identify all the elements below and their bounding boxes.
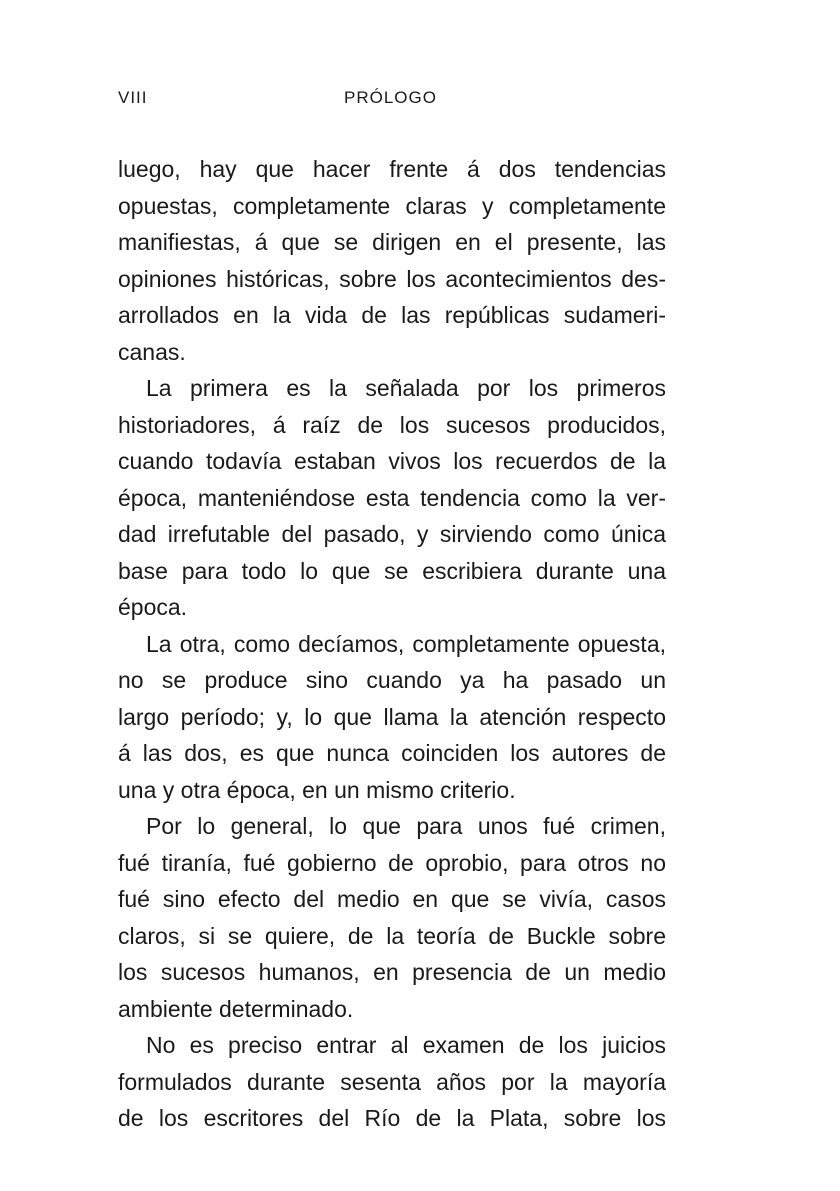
text-line: canas.	[118, 338, 186, 365]
running-title: PRÓLOGO	[344, 88, 437, 107]
text-line: manifiestas, á que se dirigen en el presente, las	[118, 229, 666, 255]
paragraph-first-line: No es preciso entrar al examen de los juicios	[146, 1032, 666, 1058]
running-head	[118, 88, 666, 116]
text-line: fué sino efecto del medio en que se vivía, casos	[118, 886, 666, 912]
body-text	[118, 151, 666, 1137]
text-line: luego, hay que hacer frente á dos tendencias	[118, 156, 666, 182]
text-line: historiadores, á raíz de los sucesos producidos,	[118, 411, 666, 438]
text-line: los sucesos humanos, en presencia de un medio	[118, 959, 666, 985]
paragraph-first-line: Por lo general, lo que para unos fué crimen,	[146, 813, 666, 839]
paragraph-first-line: La otra, como decíamos, completamente opuesta,	[146, 630, 666, 657]
text-line: formulados durante sesenta años por la mayoría	[118, 1068, 666, 1095]
text-line: opiniones históricas, sobre los acontecimientos des-	[118, 265, 666, 292]
text-line: fué tiranía, fué gobierno de oprobio, para otros no	[118, 849, 666, 876]
text-line: no se produce sino cuando ya ha pasado un	[118, 667, 666, 693]
text-line: ambiente determinado.	[118, 995, 354, 1022]
paragraph-first-line: La primera es la señalada por los primeros	[146, 375, 666, 401]
text-line: cuando todavía estaban vivos los recuerdos de la	[118, 448, 666, 474]
text-line: opuestas, completamente claras y completamente	[118, 192, 666, 219]
text-line: base para todo lo que se escribiera durante una	[118, 557, 666, 584]
text-line: época.	[118, 594, 188, 620]
text-line: de los escritores del Río de la Plata, sobre los	[118, 1105, 666, 1131]
text-line: á las dos, es que nunca coinciden los autores de	[118, 740, 666, 766]
text-line: largo período; y, lo que llama la atención respecto	[118, 703, 666, 730]
page-number: VIII	[118, 88, 148, 107]
text-line: arrollados en la vida de las repúblicas sudameri-	[118, 302, 666, 328]
text-line: época, manteniéndose esta tendencia como la ver-	[118, 484, 666, 511]
text-line: claros, si se quiere, de la teoría de Buckle sobre	[118, 922, 666, 949]
text-line: una y otra época, en un mismo criterio.	[118, 776, 516, 803]
text-line: dad irrefutable del pasado, y sirviendo como única	[118, 521, 666, 547]
